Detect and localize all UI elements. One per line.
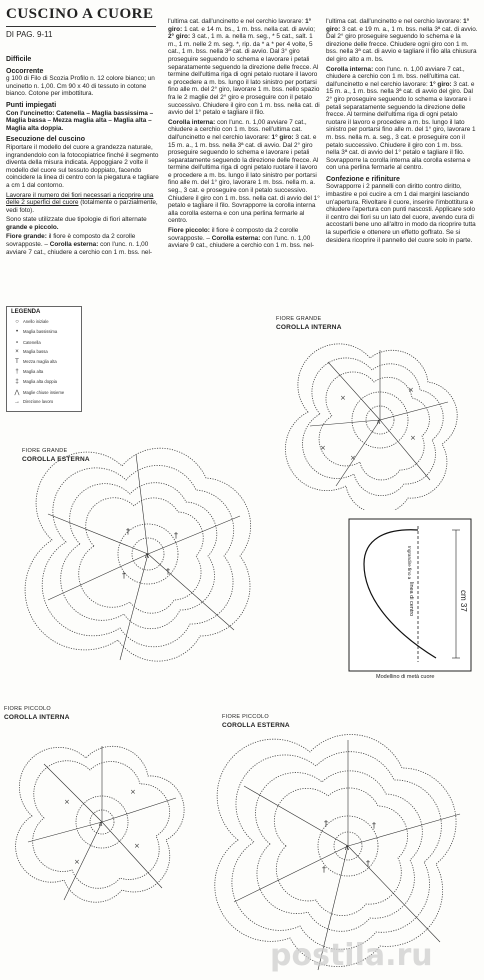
legend-item (11, 399, 79, 405)
col2-paragraph-1 (168, 18, 320, 117)
legend-symbol: ‡ (15, 379, 19, 385)
col3-text-2b: con l'unc. n. 1,00 avviare 7 cat., chiudere a cerchio con 1 m. bss. nell'ultima cat. dall'uncinetto e nel cerchio lavorare: (326, 65, 465, 88)
legend-label: Maglia bassa (23, 349, 48, 354)
svg-text:∧: ∧ (98, 820, 104, 828)
heart-measure: cm 37 (459, 590, 468, 612)
instructions-column-3 (326, 18, 478, 246)
col3-text-2d: 3 cat. e 15 m. a., 1 m. bss. nella 3ª cat. di avvio del giro. Dal 2° giro proseguire seguendo lo schema e lavorare i petali separatamente seguendo la direzione delle frecce. Al termine dell'ultima riga di ogni petalo ruotare il lavoro e procedere a m. bs. lungo il lato sinistro per portarsi fino alle m. del 1° giro, lavorare 1 m. bss. nella m. a. seg., 3 cat. e proseguire con il petalo successivo. Chiudere il giro con 1 m. bss. nella 3ª cat. di avvio del 1° petalo e tagliare il filo. Sovrapporre la corolla interna alla corolla esterna e con una perlina fermarle al centro. (326, 80, 476, 172)
page-title: CUSCINO A CUORE (6, 6, 154, 22)
outer-corolla-lead: Corolla esterna: (49, 241, 99, 249)
svg-text:×: × (320, 444, 326, 452)
heart-caption: Modellino di metà cuore (376, 674, 435, 680)
col2-paragraph-2 (168, 119, 320, 225)
col2-paragraph-3: Fiore piccolo: il fiore è composto da 2 corolle sovrapposte. – Corolla esterna: con l'unc. n. 1,00 avviare 9 cat., chiudere a cerchio con 1 m. bss. nel- (168, 227, 314, 250)
legend-item (11, 379, 79, 385)
legend-item (11, 329, 79, 335)
stitches-heading: Punti impiegati (6, 101, 57, 109)
finishing-heading: Confezione e rifiniture (326, 175, 400, 183)
materials-text: g 100 di Filo di Scozia Profilo n. 12 colore bianco; un uncinetto n. 1,00. Cm 90 x 40 di tessuto in cotone bianco. Cotone per imbottitura. (6, 75, 155, 98)
title-rule (6, 26, 156, 27)
legend-label: Maglia alta (23, 369, 44, 374)
svg-text:∧: ∧ (376, 418, 382, 426)
legend-symbol: T (15, 359, 19, 365)
col2-text-1e: 3 cat., 1 m. a. nella m. seg., * 5 cat., salt. 1 m., 1 m. nelle 2 m. seg. *, rip. da * a * per 4 volte, 5 cat., 1 m. bss. nella 3ª cat. di avvio. Dal 3° giro proseguire seguendo lo schema e lavorare i petali separatamente seguendo la direzione delle frecce. Al termine dell'ultima riga di ogni petalo ruotare il lavoro e procedere a m. bs. lungo il lato sinistro per portarsi fino alle m. del 2° giro, lavorare 1 m. bss. nello spazio fra le 2 maglie del 2° giro e proseguire con il petalo successivo. Chiudere il giro con 1 m. bss. nella cat. di avvio del 1° petalo e tagliare il filo. (168, 33, 320, 117)
legend-label: Maglie chiuse insieme (23, 390, 65, 395)
execution-types: grande e piccolo. (6, 223, 59, 231)
legend-symbol: • (15, 329, 19, 335)
legend-label: Catenella (23, 340, 41, 345)
col2-text-1c: 1 cat. e 14 m. bs., 1 m. bss. nella cat. di avvio; (183, 25, 316, 33)
small-flower-text: il fiore è composto da 2 corolle sovrapposte. (168, 227, 299, 242)
legend-title: LEGENDA (11, 309, 41, 315)
instructions-column-1 (6, 52, 162, 258)
small-flower-outer-sublabel: COROLLA ESTERNA (222, 722, 290, 729)
svg-text:∧: ∧ (144, 551, 150, 560)
execution-heading: Esecuzione del cuscino (6, 136, 85, 144)
col2-inner-corolla-lead: Corolla interna: (168, 118, 216, 126)
svg-text:†: † (174, 531, 178, 540)
big-flower-text: il fiore è composto da 2 corolle sovrapposte. – (6, 233, 136, 249)
execution-text: Riportare il modello del cuore a grandezza naturale, ingrandendolo con la fotocopiatrice finché il segmento diventa della misura indicata. Appoggiare 2 volte il modello del cuore sul tessuto doppiato, facendo coincidere la linea di centro con la piegatura e tagliare a cm 1 dal contorno. (6, 143, 159, 189)
legend-symbol: ⋀ (14, 390, 20, 396)
legend-symbol: → (14, 399, 20, 405)
svg-text:×: × (340, 394, 346, 402)
small-flower-outer-label: FIORE PICCOLO (222, 714, 269, 720)
watermark: postila.ru (270, 938, 433, 973)
execution-paragraph-3 (6, 216, 162, 231)
legend-item (11, 349, 79, 355)
legend-label: Mezza maglia alta (23, 359, 57, 364)
finishing-text: Sovrapporre i 2 pannelli con diritto contro diritto, imbastire e poi cucire a cm 1 dai margini lasciando un'apertura. Rivoltare il cuore, inserire l'imbottitura e chiudere l'apertura con punti nascosti. Applicare solo il centro dei fiori su un lato del cuore, avendo cura di accostarli bene uno all'altro in modo da ricoprire tutta la superficie e ottenere un effetto goffrato. Se si desidera ricoprire il pannello del cuore solo in parte. (326, 183, 476, 244)
legend-item (11, 319, 79, 325)
big-flower-outer-label: FIORE GRANDE (22, 448, 68, 454)
col3-paragraph-2 (326, 66, 478, 172)
legend-label: Direzione lavoro (23, 399, 54, 404)
svg-text:×: × (410, 434, 416, 442)
heart-center-line-label: linea di centro (408, 582, 414, 617)
svg-text:×: × (134, 842, 140, 850)
execution-after: (totalmente o parzialmente, vedi foto). (6, 199, 158, 214)
col2-round-1: 1° giro: (168, 18, 312, 33)
col2-round-1b: 1° giro: (271, 133, 294, 141)
materials-heading: Occorrente (6, 67, 44, 75)
difficulty-heading: Difficile (6, 56, 32, 63)
execution-underlined: Lavorare il numero dei fiori necessari a ricoprire una delle 2 superfici del cuore (6, 191, 154, 207)
big-flower-inner-sublabel: COROLLA INTERNA (276, 324, 342, 331)
svg-text:×: × (408, 386, 414, 394)
svg-text:†: † (122, 571, 126, 580)
heart-fold-note: Ingrandire fino a (407, 546, 412, 580)
col2-text-3d: con l'unc. n. 1,00 avviare 9 cat., chiudere a cerchio con 1 m. bss. nel- (168, 234, 314, 250)
outer-corolla-text: con l'unc. n. 1,00 avviare 7 cat., chiudere a cerchio con 1 m. bss. nel- (6, 241, 152, 256)
legend (6, 306, 82, 412)
svg-text:×: × (350, 454, 356, 462)
legend-label: Maglia bassissima (23, 329, 58, 334)
small-flower-lead: Fiore piccolo: (168, 227, 210, 235)
svg-text:∧: ∧ (344, 843, 350, 852)
col3-paragraph-1 (326, 18, 478, 64)
legend-item (11, 389, 79, 396)
legend-symbol: † (15, 369, 19, 375)
col3-text-1c: 3 cat. e 19 m. a., 1 m. bss. nella 3ª cat. di avvio. Dal 2° giro proseguire seguendo lo schema e la direzione delle frecce. Chiudere ogni giro con 1 m. bss. nella 3ª cat. di avvio e tagliare il filo alla chiusura del giro alto a m. bs. (326, 25, 478, 63)
legend-item (11, 359, 79, 365)
svg-text:†: † (126, 527, 130, 536)
svg-text:†: † (366, 859, 370, 868)
col2-text-2d: 3 cat. e 15 m. a., 1 m. bss. nella 3ª cat. di avvio. Dal 2° giro proseguire seguendo lo schema e lavorare i petali separatamente seguendo la direzione delle frecce. Al termine dell'ultima riga di ogni petalo ruotare il lavoro e procedere a m. bs. lungo il lato sinistro per portarsi fino alle m. del 1° giro, lavorare 1 m. bss. nella m. a. seg., 3 cat. e proseguire con il petalo successivo. Chiudere il giro con 1 m. bss. nella cat. di avvio del 1° petalo e tagliare il filo. Sovrapporre la corolla interna alla corolla esterna e con una perlina fermarle al centro. (168, 133, 320, 225)
col3-round-1: 1° giro: (326, 18, 470, 33)
legend-symbol: ∘ (15, 340, 19, 346)
col2-round-2: 2° giro: (168, 33, 191, 41)
big-flower-paragraph (6, 233, 162, 256)
legend-symbol: × (15, 349, 19, 355)
stitches-lead: Con l'uncinetto: (6, 109, 55, 117)
svg-text:×: × (64, 798, 70, 806)
instructions-column-2 (168, 18, 320, 252)
big-flower-lead: Fiore grande: (6, 233, 47, 241)
col3-text-1a: l'ultima cat. dall'uncinetto e nel cerchio lavorare: (326, 18, 462, 25)
small-flower-inner-diagram (4, 724, 204, 924)
svg-text:†: † (166, 567, 170, 576)
stitches-paragraph (6, 110, 162, 133)
big-flower-outer-sublabel: COROLLA ESTERNA (22, 456, 90, 463)
col3-round-1b: 1° giro: (429, 80, 452, 88)
stitches-text: Catenella – Maglia bassissima – Maglia bassa – Mezza maglia alta – Maglia alta – Maglia alta doppia. (6, 109, 154, 132)
svg-text:×: × (130, 788, 136, 796)
big-flower-inner-diagram (280, 330, 480, 510)
big-flower-inner-label: FIORE GRANDE (276, 316, 322, 322)
legend-symbol: ○ (15, 319, 19, 325)
page-reference: DI PAG. 9-11 (6, 30, 53, 39)
big-flower-outer-diagram (18, 424, 268, 669)
legend-label: Anello iniziale (23, 319, 49, 324)
legend-label: Maglia alta doppia (23, 379, 57, 384)
small-flower-inner-label: FIORE PICCOLO (4, 706, 51, 712)
svg-text:†: † (322, 865, 326, 874)
col2-outer-corolla-lead: Corolla esterna: (211, 234, 261, 242)
legend-item (11, 369, 79, 375)
svg-text:×: × (74, 858, 80, 866)
col3-inner-corolla-lead: Corolla interna: (326, 65, 374, 73)
col2-text-1a: l'ultima cat. dall'uncinetto e nel cerchio lavorare: (168, 18, 304, 25)
small-flower-inner-sublabel: COROLLA INTERNA (4, 714, 70, 721)
svg-text:†: † (372, 821, 376, 830)
execution-more: Sono state utilizzate due tipologie di fiori alternate (6, 216, 147, 224)
svg-text:†: † (324, 819, 328, 828)
legend-item (11, 339, 79, 346)
col2-text-2b: con l'unc. n. 1,00 avviare 7 cat., chiudere a cerchio con 1 m. bss. nell'ultima cat. dall'uncinetto e nel cerchio lavorare: (168, 118, 307, 141)
execution-paragraph-2 (6, 192, 162, 215)
